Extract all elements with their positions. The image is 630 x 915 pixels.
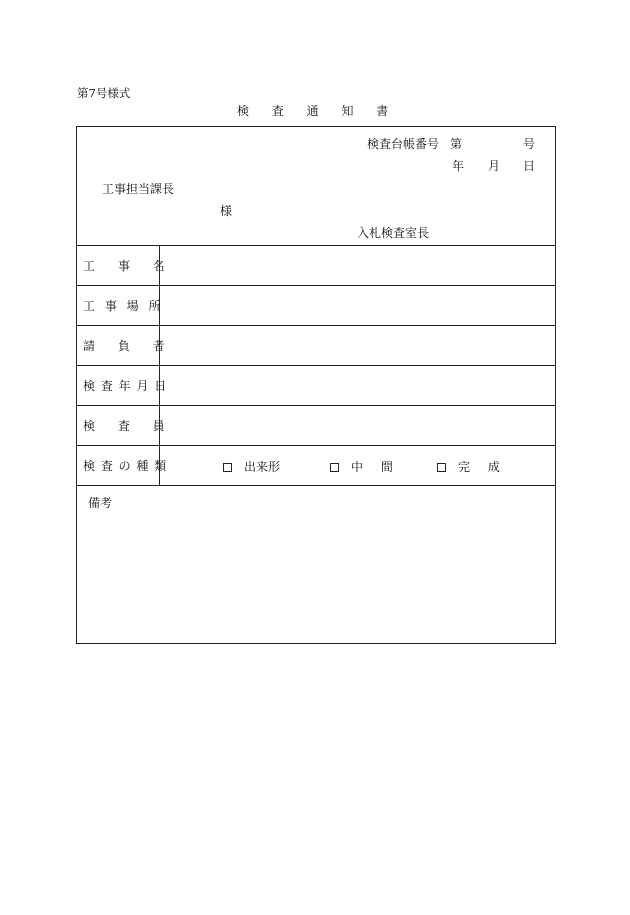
checkbox-icon[interactable] (437, 463, 446, 472)
remarks-area[interactable] (77, 485, 555, 643)
row-label: 工 事 場 所 (77, 286, 160, 325)
project-location-field[interactable] (160, 286, 555, 325)
inspection-date-field[interactable] (160, 366, 555, 405)
recipient-honorific: 様 (220, 204, 233, 218)
row-inspection-date (77, 365, 555, 405)
remarks-label: 備考 (88, 496, 113, 510)
row-inspection-type (77, 445, 555, 485)
checkbox-icon[interactable] (330, 463, 339, 472)
recipient-title: 工事担当課長 (102, 182, 175, 196)
inspection-type-options (160, 446, 555, 485)
date-year-label: 年 (452, 159, 465, 173)
option-as-built[interactable] (223, 458, 280, 475)
row-label: 検 査 員 (77, 406, 160, 445)
option-label: 完 成 (458, 460, 500, 474)
option-completion[interactable] (437, 458, 500, 475)
form-number: 第7号様式 (77, 86, 131, 100)
row-project-location (77, 285, 555, 325)
header-area (77, 127, 555, 245)
contractor-field[interactable] (160, 326, 555, 365)
row-label: 工 事 名 (77, 246, 160, 285)
sender-name: 入札検査室長 (357, 226, 430, 240)
checkbox-icon[interactable] (223, 463, 232, 472)
option-label: 中 間 (351, 460, 393, 474)
date-day-label: 日 (523, 159, 536, 173)
row-label: 検 査 年 月 日 (77, 366, 160, 405)
ledger-number-suffix: 号 (523, 137, 536, 151)
inspector-field[interactable] (160, 406, 555, 445)
row-inspector (77, 405, 555, 445)
project-name-field[interactable] (160, 246, 555, 285)
option-label: 出来形 (244, 460, 281, 474)
row-label: 検 査 の 種 類 (77, 446, 160, 485)
document-title: 検 査 通 知 書 (237, 104, 389, 118)
option-interim[interactable] (330, 458, 393, 475)
row-label: 請 負 者 (77, 326, 160, 365)
ledger-number-label: 検査台帳番号 (367, 137, 440, 151)
form-frame (76, 126, 556, 644)
date-month-label: 月 (488, 159, 501, 173)
row-contractor (77, 325, 555, 365)
row-project-name (77, 245, 555, 285)
ledger-number-prefix: 第 (450, 137, 463, 151)
